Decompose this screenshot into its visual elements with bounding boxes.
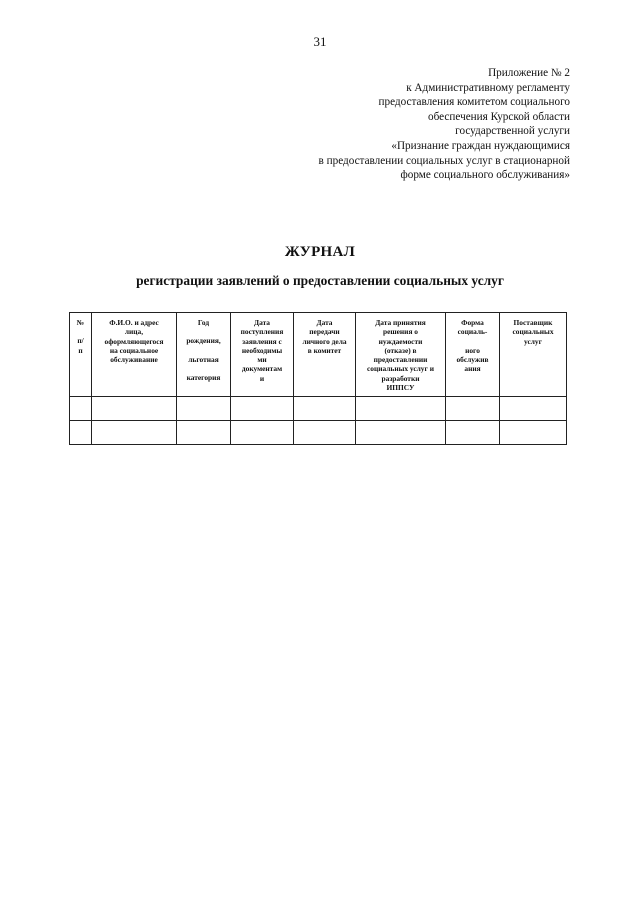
appendix-block [270, 66, 570, 183]
document-title: ЖУРНАЛ [284, 244, 356, 260]
column-header-service-form: Форма социаль- ного обслужив ания [446, 313, 500, 397]
table-row [70, 397, 567, 421]
table-cell[interactable] [356, 397, 446, 421]
table-cell[interactable] [294, 421, 356, 445]
document-subtitle: регистрации заявлений о предоставлении социальных услуг [136, 273, 504, 288]
table-cell[interactable] [70, 421, 92, 445]
appendix-line: в предоставлении социальных услуг в стационарной [318, 154, 570, 167]
table-cell[interactable] [177, 397, 231, 421]
page-number: 31 [313, 34, 327, 49]
table-cell[interactable] [446, 421, 500, 445]
appendix-line: к Административному регламенту [406, 81, 570, 94]
column-header-file-transfer-date: Дата передачи личного дела в комитет [294, 313, 356, 397]
column-header-number: № п/ п [70, 313, 92, 397]
table-cell[interactable] [356, 421, 446, 445]
appendix-line: Приложение № 2 [488, 67, 570, 79]
column-header-provider: Поставщик социальных услуг [500, 313, 567, 397]
table-cell[interactable] [500, 397, 567, 421]
table-cell[interactable] [70, 397, 92, 421]
table-row [70, 421, 567, 445]
table-header-row [70, 313, 567, 397]
column-header-birth-year: Год рождения, льготная категория [177, 313, 231, 397]
table-cell[interactable] [92, 421, 177, 445]
appendix-line: «Признание граждан нуждающимися [391, 139, 570, 152]
column-header-application-date: Дата поступления заявления с необходимы ми документам и [231, 313, 294, 397]
table-cell[interactable] [92, 397, 177, 421]
table-cell[interactable] [500, 421, 567, 445]
table-cell[interactable] [446, 397, 500, 421]
journal-table [69, 312, 567, 445]
table-cell[interactable] [294, 397, 356, 421]
appendix-line: форме социального обслуживания» [400, 169, 570, 182]
column-header-fio: Ф.И.О. и адрес лица, оформляющегося на социальное обслуживание [92, 313, 177, 397]
table-cell[interactable] [231, 397, 294, 421]
appendix-line: обеспечения Курской области [428, 110, 570, 123]
table-cell[interactable] [231, 421, 294, 445]
appendix-line: государственной услуги [455, 125, 570, 138]
column-header-decision-date: Дата принятия решения о нуждаемости (отказе) в предоставлении социальных услуг и разработки ИППСУ [356, 313, 446, 397]
table-cell[interactable] [177, 421, 231, 445]
appendix-line: предоставления комитетом социального [378, 96, 570, 109]
